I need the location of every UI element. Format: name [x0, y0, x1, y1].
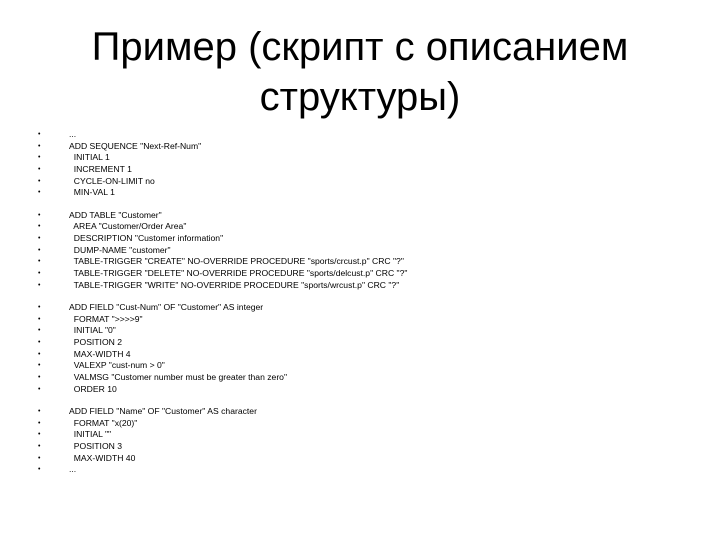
bullet-item — [38, 314, 688, 326]
bullet-item — [38, 141, 688, 153]
bullet-item — [38, 372, 688, 384]
bullet-item — [38, 256, 688, 268]
bullet-text: FORMAT ">>>>9" — [69, 313, 143, 324]
bullet-text: TABLE-TRIGGER "WRITE" NO-OVERRIDE PROCEDURE "sports/wrcust.p" CRC "?" — [69, 279, 400, 290]
bullet-text: ORDER 10 — [69, 383, 117, 394]
bullet-item — [38, 164, 688, 176]
bullet-text: INCREMENT 1 — [69, 164, 132, 175]
bullet-icon: • — [38, 339, 41, 346]
bullet-item — [38, 280, 688, 292]
bullet-icon: • — [38, 166, 41, 174]
bullet-icon: • — [38, 443, 41, 450]
bullet-text: AREA "Customer/Order Area" — [69, 221, 187, 232]
bullet-text: FORMAT "x(20)" — [69, 417, 138, 428]
bullet-icon: • — [38, 270, 41, 278]
bullet-icon: • — [38, 431, 41, 439]
bullet-text: CYCLE-ON-LIMIT no — [69, 175, 155, 186]
bullet-icon: • — [38, 142, 41, 150]
bullet-text: ADD FIELD "Cust-Num" OF "Customer" AS integer — [69, 301, 264, 312]
bullet-text: DUMP-NAME "customer" — [69, 244, 171, 255]
bullet-item — [38, 406, 688, 418]
bullet-item — [38, 129, 688, 141]
bullet-item — [38, 429, 688, 441]
bullet-text: MIN-VAL 1 — [69, 187, 115, 198]
bullet-icon: • — [38, 246, 41, 254]
bullet-icon: • — [38, 131, 41, 138]
bullet-item — [38, 337, 688, 349]
bullet-icon: • — [38, 303, 41, 311]
bullet-icon: • — [38, 350, 41, 358]
bullet-text: VALMSG "Customer number must be greater than zero" — [69, 372, 288, 383]
bullet-icon: • — [38, 466, 41, 474]
bullet-text: ... — [69, 129, 77, 139]
bullet-item — [38, 360, 688, 372]
bullet-icon: • — [38, 315, 41, 323]
bullet-icon: • — [38, 362, 41, 370]
bullet-icon: • — [38, 223, 41, 231]
bullet-icon: • — [38, 281, 41, 289]
bullet-text: POSITION 2 — [69, 337, 123, 347]
slide-title-line-1: Пример (скрипт с описанием — [91, 25, 629, 69]
bullet-item — [38, 453, 688, 465]
bullet-text: DESCRIPTION "Customer information" — [69, 233, 224, 243]
bullet-item — [38, 176, 688, 188]
bullet-icon: • — [38, 407, 41, 415]
bullet-text: ADD SEQUENCE "Next-Ref-Num" — [69, 140, 202, 151]
bullet-icon: • — [38, 454, 41, 462]
bullet-text: TABLE-TRIGGER "CREATE" NO-OVERRIDE PROCEDURE "sports/crcust.p" CRC "?" — [69, 256, 404, 267]
bullet-icon: • — [38, 374, 41, 382]
bullet-icon: • — [38, 385, 41, 393]
slide-title — [0, 22, 720, 122]
bullet-icon: • — [38, 154, 41, 162]
bullet-item — [38, 233, 688, 245]
bullet-icon: • — [38, 177, 41, 185]
bullet-text: INITIAL "0" — [69, 325, 116, 336]
bullet-text: ADD TABLE "Customer" — [69, 209, 162, 220]
bullet-text: INITIAL "" — [69, 429, 112, 440]
bullet-item — [38, 325, 688, 337]
bullet-icon: • — [38, 419, 41, 427]
bullet-icon: • — [38, 211, 41, 219]
bullet-text: TABLE-TRIGGER "DELETE" NO-OVERRIDE PROCEDURE "sports/delcust.p" CRC "?" — [69, 268, 408, 279]
bullet-text: MAX-WIDTH 40 — [69, 452, 136, 463]
bullet-icon: • — [38, 235, 41, 242]
bullet-item — [38, 349, 688, 361]
bullet-item — [38, 245, 688, 257]
bullet-icon: • — [38, 189, 41, 197]
bullet-text: VALEXP "cust-num > 0" — [69, 360, 165, 371]
bullet-item — [38, 221, 688, 233]
bullet-item — [38, 187, 688, 199]
bullet-item — [38, 464, 688, 476]
bullet-text: MAX-WIDTH 4 — [69, 348, 131, 359]
bullet-text: POSITION 3 — [69, 441, 123, 451]
bullet-item — [38, 152, 688, 164]
script-bullet-list — [38, 129, 688, 476]
bullet-item — [38, 384, 688, 396]
bullet-item — [38, 210, 688, 222]
bullet-text: ADD FIELD "Name" OF "Customer" AS character — [69, 405, 257, 416]
bullet-item — [38, 418, 688, 430]
bullet-item — [38, 302, 688, 314]
bullet-icon: • — [38, 327, 41, 335]
slide-title-line-2: структуры) — [259, 75, 461, 119]
bullet-text: INITIAL 1 — [69, 152, 110, 163]
bullet-item — [38, 441, 688, 453]
bullet-icon: • — [38, 258, 41, 266]
bullet-item — [38, 268, 688, 280]
bullet-text: ... — [69, 464, 77, 475]
